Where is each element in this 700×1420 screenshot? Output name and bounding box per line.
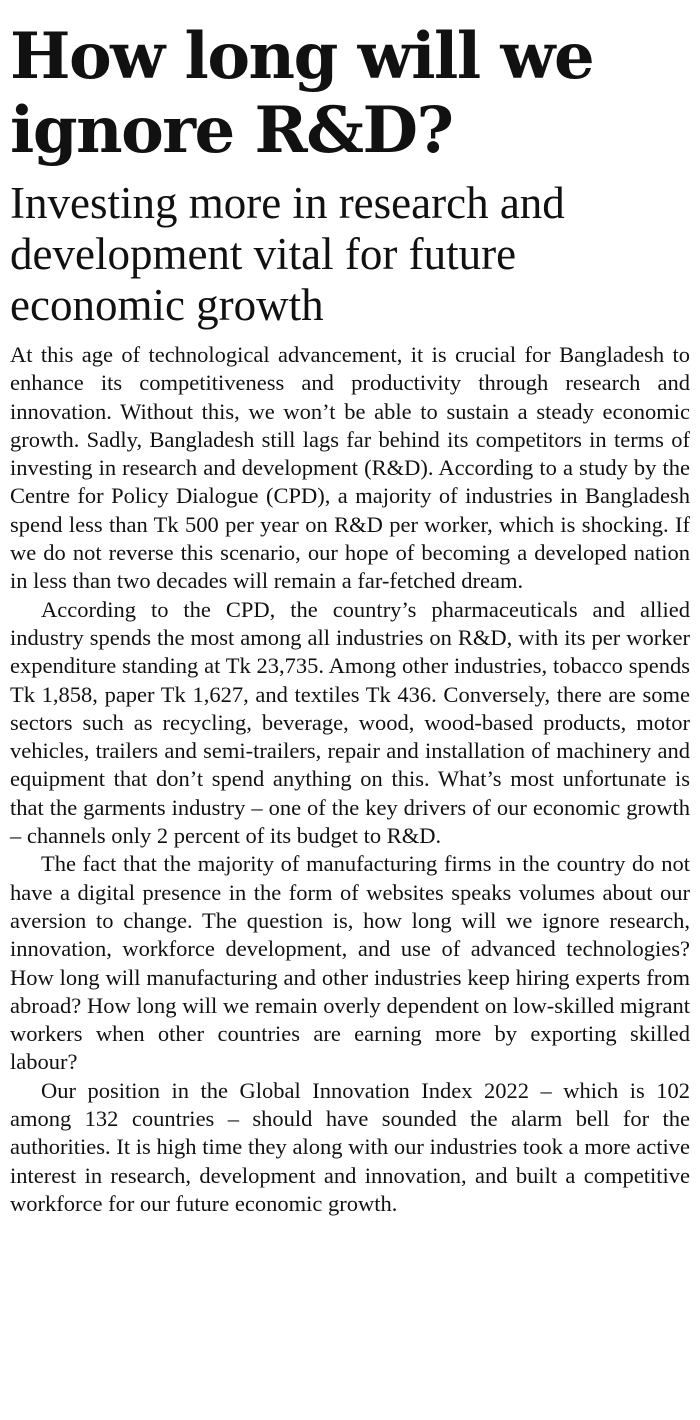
article-body bbox=[10, 341, 690, 1218]
body-paragraph-4: Our position in the Global Innovation Index 2022 – which is 102 among 132 countries – should have sounded the alarm bell for the authorities. It is high time they along with our industries took a more active interest in research, development and innovation, and built a competitive workforce for our future economic growth. bbox=[10, 1077, 690, 1216]
body-paragraph-2: According to the CPD, the country’s pharmaceuticals and allied industry spends the most among all industries on R&D, with its per worker expenditure standing at Tk 23,735. Among other industries, tobacco spends Tk 1,858, paper Tk 1,627, and textiles Tk 436. Conversely, there are some sectors such as recycling, beverage, wood, wood-based products, motor vehicles, trailers and semi-trailers, repair and installation of machinery and equipment that don’t spend anything on this. What’s most unfortunate is that the garments industry – one of the key drivers of our economic growth – channels only 2 percent of its budget to R&D. bbox=[10, 596, 690, 849]
body-paragraph-3: The fact that the majority of manufacturing firms in the country do not have a digital presence in the form of websites speaks volumes about our aversion to change. The question is, how long will we ignore research, innovation, workforce development, and use of advanced technologies? How long will manufacturing and other industries keep hiring experts from abroad? How long will we remain overly dependent on low-skilled migrant workers when other countries are earning more by exporting skilled labour? bbox=[10, 851, 690, 1075]
body-paragraph-1: At this age of technological advancement, it is crucial for Bangladesh to enhance its competitiveness and productivity through research and innovation. Without this, we won’t be able to sustain a steady economic growth. Sadly, Bangladesh still lags far behind its competitors in terms of investing in research and development (R&D). According to a study by the Centre for Policy Dialogue (CPD), a majority of industries in Bangladesh spend less than Tk 500 per year on R&D per worker, which is shocking. If we do not reverse this scenario, our hope of becoming a developed nation in less than two decades will remain a far-fetched dream. bbox=[10, 342, 690, 594]
headline: How long will we ignore R&D? bbox=[10, 19, 594, 168]
subheadline: Investing more in research and development vital for future economic growth bbox=[10, 178, 565, 330]
